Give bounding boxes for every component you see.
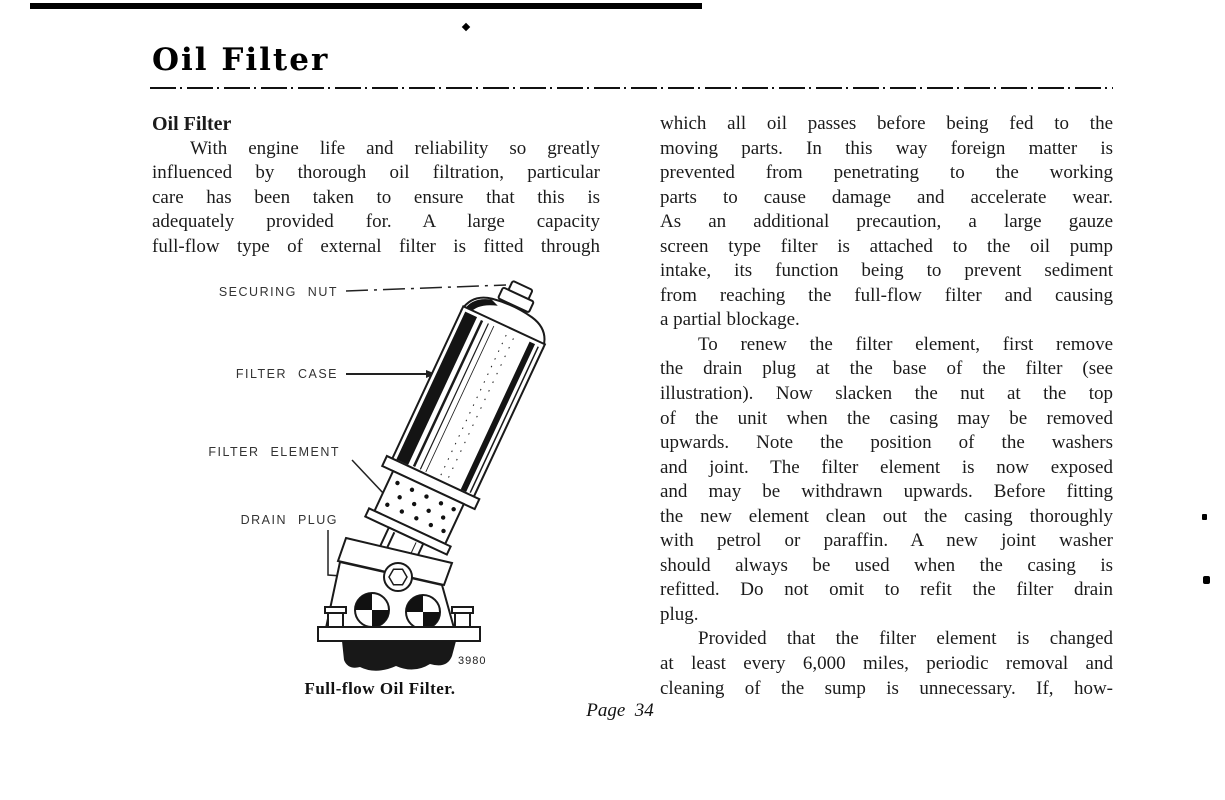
text-line: of the unit when the casing may be removed <box>660 407 1113 429</box>
text-line: and joint. The filter element is now exposed <box>660 456 1113 478</box>
text-line: which all oil passes before being fed to the <box>660 113 1113 134</box>
text-line: full-flow type of external filter is fitted through <box>152 235 600 257</box>
text-line: cleaning of the sump is unnecessary. If, how- <box>660 677 1113 699</box>
text-line: upwards. Note the position of the washers <box>660 432 1113 454</box>
text-line: To renew the filter element, first remove <box>698 333 1113 355</box>
section-heading: Oil Filter <box>152 113 232 135</box>
text-line: intake, its function being to prevent sediment <box>660 260 1113 282</box>
text-line: care has been taken to ensure that this is <box>152 186 600 208</box>
text-line: influenced by thorough oil filtration, particular <box>152 162 600 184</box>
drawing-number: 3980 <box>458 655 487 667</box>
ink-speck <box>462 23 470 31</box>
bolt-right <box>455 612 470 627</box>
label-drain-plug: DRAIN PLUG <box>240 513 338 527</box>
figure-caption: Full-flow Oil Filter. <box>304 679 456 698</box>
text-line: As an additional precaution, a large gauze <box>660 211 1113 233</box>
label-filter-case: FILTER CASE <box>235 367 338 381</box>
text-line: and may be withdrawn upwards. Before fitting <box>660 481 1113 503</box>
bolt-right-cap <box>452 607 473 613</box>
ink-speck <box>1202 514 1207 520</box>
text-line: illustration). Now slacken the nut at the top <box>660 383 1113 405</box>
text-line: a partial blockage. <box>660 309 800 331</box>
label-securing-nut: SECURING NUT <box>218 285 338 299</box>
oil-filter-illustration <box>200 272 600 672</box>
top-rule <box>30 3 702 9</box>
leader-securing-nut <box>346 285 506 291</box>
label-filter-element: FILTER ELEMENT <box>208 445 340 459</box>
left-column-text <box>152 138 600 261</box>
right-column-text <box>660 113 1113 702</box>
bolt-left <box>328 612 343 627</box>
text-line: plug. <box>660 603 699 625</box>
text-line: moving parts. In this way foreign matter is <box>660 137 1113 159</box>
text-line: the drain plug at the base of the filter (see <box>660 358 1113 380</box>
filter-mount-base <box>318 538 480 671</box>
text-line: at least every 6,000 miles, periodic removal and <box>660 653 1113 675</box>
text-line: with petrol or paraffin. A new joint washer <box>660 530 1113 552</box>
text-line: from reaching the full-flow filter and causing <box>660 284 1113 306</box>
text-line: the new element clean out the casing thoroughly <box>660 505 1113 527</box>
drain-plug-hex <box>389 569 407 585</box>
leader-filter-element <box>352 460 384 494</box>
base-flange <box>318 627 480 641</box>
text-line: adequately provided for. A large capacity <box>152 211 600 233</box>
text-line: Provided that the filter element is changed <box>698 628 1113 650</box>
ink-speck <box>1203 576 1210 584</box>
text-line: screen type filter is attached to the oil pump <box>660 235 1113 257</box>
text-line: should always be used when the casing is <box>660 554 1113 576</box>
text-line: refitted. Do not omit to refit the filter drain <box>660 579 1113 601</box>
bolt-left-cap <box>325 607 346 613</box>
left-column <box>152 113 600 260</box>
header-rule <box>150 87 1113 89</box>
page-number: Page 34 <box>586 700 654 721</box>
text-line: parts to cause damage and accelerate wear. <box>660 186 1113 208</box>
text-line: With engine life and reliability so greatly <box>190 137 600 159</box>
engine-block <box>342 641 456 671</box>
right-column <box>660 113 1113 702</box>
page-title: Oil Filter <box>152 42 330 78</box>
text-line: prevented from penetrating to the working <box>660 162 1113 184</box>
